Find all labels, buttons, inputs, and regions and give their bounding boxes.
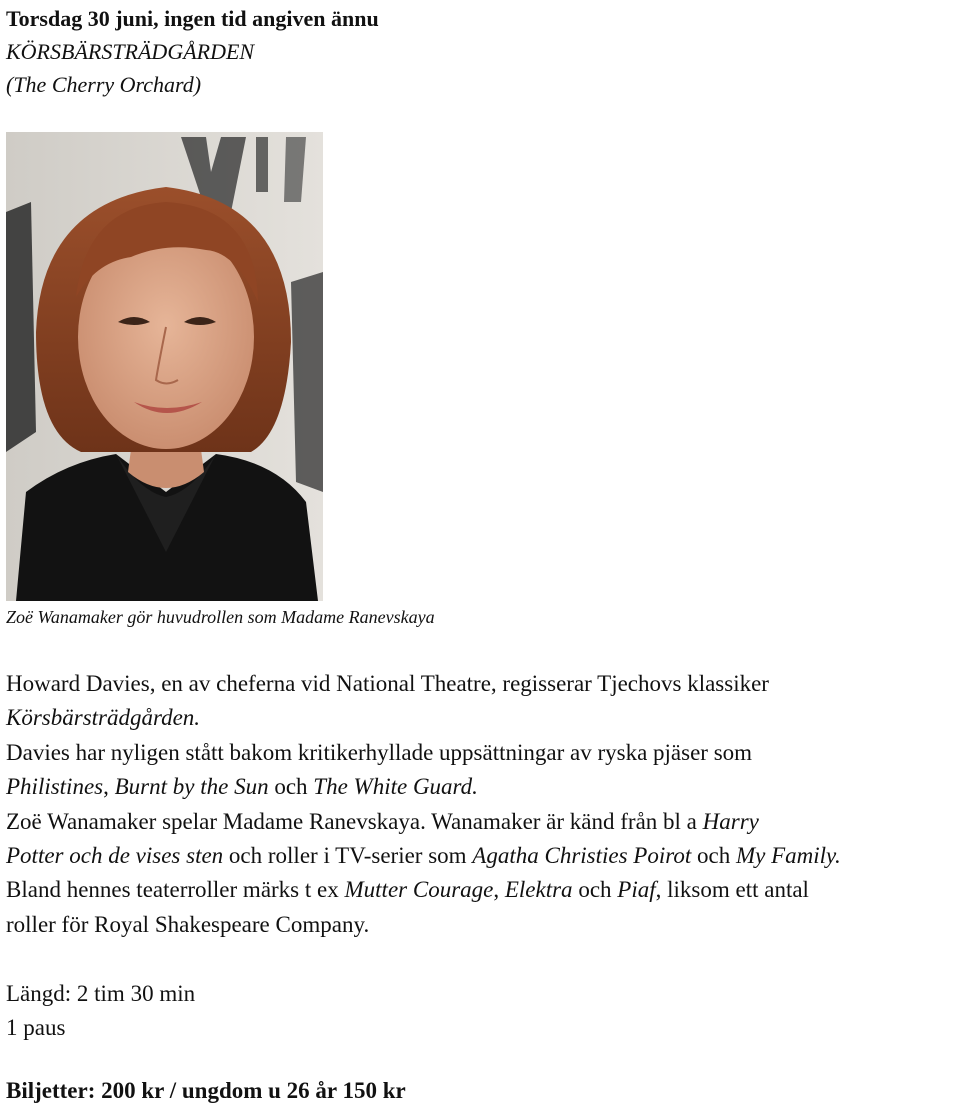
article-body xyxy=(6,667,956,942)
body-line xyxy=(6,805,956,839)
work-title: Agatha Christies Poirot xyxy=(472,843,692,869)
body-text: , xyxy=(493,877,505,903)
play-name: Burnt by the Sun xyxy=(114,774,269,800)
photo-caption: Zoë Wanamaker gör huvudrollen som Madame Ranevskaya xyxy=(6,607,435,627)
body-text: och xyxy=(268,774,314,800)
event-date: Torsdag 30 juni, ingen tid angiven ännu xyxy=(6,6,379,31)
body-text: , xyxy=(103,774,115,800)
play-name: Philistines xyxy=(6,774,104,800)
body-text: Howard Davies, en av cheferna vid National Theatre, regisserar Tjechovs klassiker xyxy=(6,671,769,696)
body-line xyxy=(6,908,956,942)
ticket-prices: Biljetter: 200 kr / ungdom u 26 år 150 kr xyxy=(6,1078,406,1103)
event-header xyxy=(6,2,379,101)
body-text: och xyxy=(691,843,736,869)
work-title: Mutter Courage xyxy=(344,877,494,903)
body-line xyxy=(6,701,956,735)
body-text: , liksom ett antal xyxy=(655,877,809,903)
body-line xyxy=(6,873,956,907)
actress-photo xyxy=(6,132,323,601)
body-line xyxy=(6,667,956,701)
body-line xyxy=(6,839,956,873)
work-title: Piaf xyxy=(617,877,656,903)
body-text: Davies har nyligen stått bakom kritikerhyllade uppsättningar av ryska pjäser som xyxy=(6,739,753,765)
body-text: Bland hennes teaterroller märks t ex xyxy=(6,877,345,903)
play-name: Körsbärsträdgården. xyxy=(6,705,201,731)
body-line xyxy=(6,736,956,770)
body-text: och xyxy=(572,877,618,903)
work-title: Elektra xyxy=(504,877,573,903)
body-text: och roller i TV-serier som xyxy=(223,843,473,869)
body-text: roller för Royal Shakespeare Company. xyxy=(6,911,370,937)
play-title: KÖRSBÄRSTRÄDGÅRDEN xyxy=(6,39,255,64)
work-title: My Family. xyxy=(735,843,841,869)
work-title: Potter och de vises sten xyxy=(6,843,224,869)
work-title: Harry xyxy=(702,808,759,834)
play-subtitle: (The Cherry Orchard) xyxy=(6,72,202,97)
running-time: Längd: 2 tim 30 min xyxy=(6,981,196,1006)
body-line xyxy=(6,770,956,804)
performance-info xyxy=(6,977,195,1045)
play-name: The White Guard. xyxy=(313,774,478,800)
intermission-info: 1 paus xyxy=(6,1015,66,1040)
body-text: Zoë Wanamaker spelar Madame Ranevskaya. Wanamaker är känd från bl a xyxy=(6,808,703,834)
